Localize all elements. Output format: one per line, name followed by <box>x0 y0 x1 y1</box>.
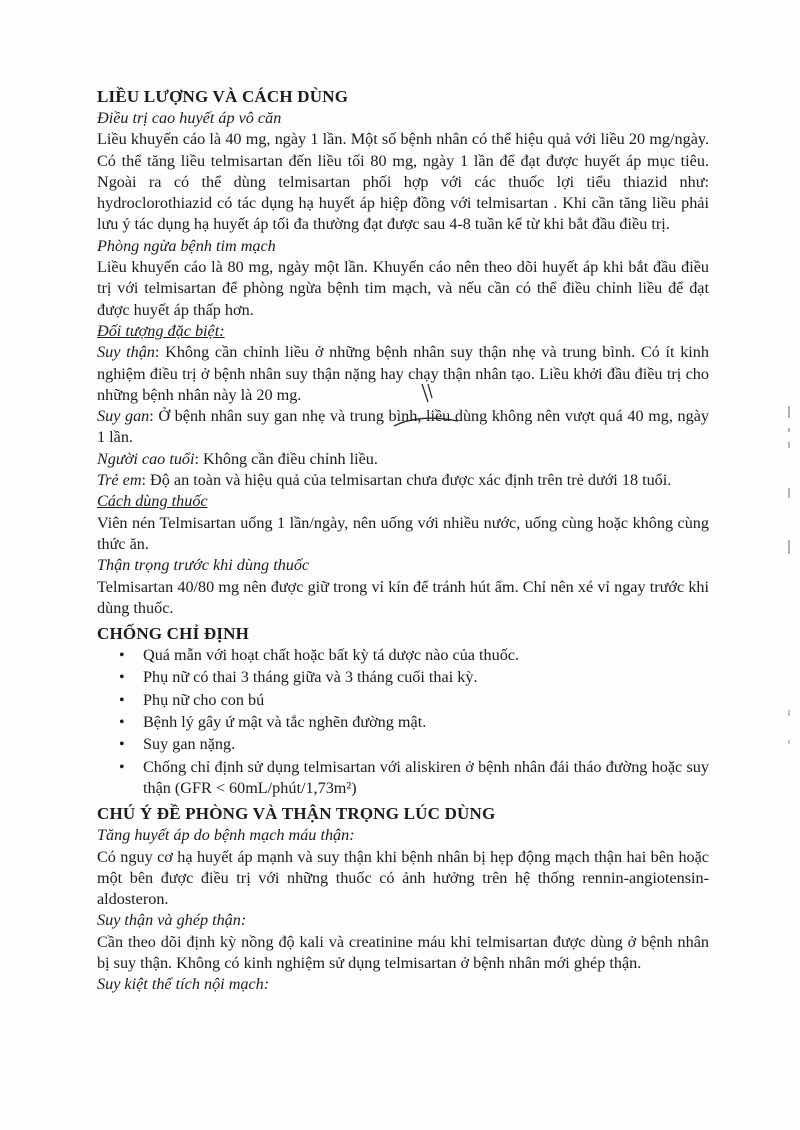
label-children: Trẻ em <box>97 471 142 490</box>
list-item: • Quá mẫn với hoạt chất hoặc bất kỳ tá dược nào của thuốc. <box>97 645 709 666</box>
subheading-cardiovascular-prevention: Phòng ngừa bệnh tim mạch <box>97 236 276 255</box>
subheading-special-populations: Đối tượng đặc biệt: <box>97 321 225 340</box>
handwritten-strikethrough <box>392 412 462 432</box>
paragraph-hypertension-dosage: Liều khuyến cáo là 40 mg, ngày 1 lần. Một số bệnh nhân có thể hiệu quả với liều 20 mg/ngày. Có thể tăng liều telmisartan đến liều tối 80 mg, ngày 1 lần để đạt được huyết áp mục tiêu. Ngoài ra có thể dùng telmisartan phối hợp với các thuốc lợi tiểu thiazid như: hydroclorothiazid có tác dụng hạ huyết áp hiệp đồng với telmisartan . Khi cần tăng liều phải lưu ý tác dụng hạ huyết áp tối đa thường đạt được sau 4-8 tuần kể từ khi bắt đầu điều trị. <box>97 130 709 234</box>
text-renal: : Không cần chỉnh liều ở những bệnh nhân suy thận nhẹ và trung bình. Có ít kinh nghiệm điều trị ở bệnh nhân suy thận nặng hay chạy thận nhân tạo. Liều khởi đầu điều trị cho những bệnh nhân này là 20 mg. <box>97 343 709 404</box>
list-item: • Bệnh lý gây ứ mật và tắc nghẽn đường mật. <box>97 712 709 733</box>
scan-artifact <box>776 0 796 1125</box>
section-title-contraindications: CHỐNG CHỈ ĐỊNH <box>97 624 250 644</box>
label-hepatic: Suy gan <box>97 407 150 426</box>
list-item: • Suy gan nặng. <box>97 734 709 755</box>
text-hepatic: : Ở bệnh nhân suy gan nhẹ và trung bình, liều dùng không nên vượt quá 40 mg, ngày 1 lần. <box>97 407 710 447</box>
handwritten-correction-mark <box>418 380 438 406</box>
section-title-warnings: CHÚ Ý ĐỀ PHÒNG VÀ THẬN TRỌNG LÚC DÙNG <box>97 804 496 824</box>
label-elderly: Người cao tuổi <box>97 449 195 468</box>
contraindications-list <box>97 645 709 799</box>
list-item: • Chống chỉ định sử dụng telmisartan với aliskiren ở bệnh nhân đái tháo đường hoặc suy thận (GFR < 60mL/phút/1,73m²) <box>97 757 709 800</box>
paragraph-elderly <box>97 449 709 470</box>
paragraph-renovascular: Có nguy cơ hạ huyết áp mạnh và suy thận khi bệnh nhân bị hẹp động mạch thận hai bên hoặc một bên được điều trị với những thuốc có ảnh hưởng trên hệ thống rennin-angiotensin- aldosteron. <box>97 847 709 909</box>
subheading-renovascular-hypertension: Tăng huyết áp do bệnh mạch máu thận: <box>97 826 355 845</box>
text-elderly: : Không cần điều chỉnh liều. <box>194 449 378 468</box>
paragraph-children <box>97 470 709 491</box>
list-item: • Phụ nữ cho con bú <box>97 690 709 711</box>
page-edge-scan-marks <box>776 0 796 1125</box>
subheading-volume-depletion: Suy kiệt thể tích nội mạch: <box>97 975 270 994</box>
label-renal: Suy thận <box>97 343 155 362</box>
paragraph-renal-transplant: Cần theo dõi định kỳ nồng độ kali và creatinine máu khi telmisartan được dùng ở bệnh nhân bị suy thận. Không có kinh nghiệm sử dụng telmisartan ở bệnh nhân mới ghép thận. <box>97 932 709 972</box>
section-title-dosage: LIỀU LƯỢNG VÀ CÁCH DÙNG <box>97 87 349 106</box>
text-children: : Độ an toàn và hiệu quả của telmisartan chưa được xác định trên trẻ dưới 18 tuổi. <box>141 471 672 490</box>
paragraph-storage: Telmisartan 40/80 mg nên được giữ trong vỉ kín để tránh hút ẩm. Chỉ nên xé vỉ ngay trước khi dùng thuốc. <box>97 577 709 617</box>
document-page <box>97 86 709 996</box>
paragraph-renal-impairment <box>97 342 709 406</box>
subheading-hypertension: Điều trị cao huyết áp vô căn <box>97 109 282 127</box>
subheading-precautions-before-use: Thận trọng trước khi dùng thuốc <box>97 556 310 575</box>
paragraph-administration: Viên nén Telmisartan uống 1 lần/ngày, nên uống với nhiều nước, uống cùng hoặc không cùng thức ăn. <box>97 513 709 553</box>
list-item: • Phụ nữ có thai 3 tháng giữa và 3 tháng cuối thai kỳ. <box>97 667 709 688</box>
subheading-administration: Cách dùng thuốc <box>97 492 208 511</box>
subheading-renal-transplant: Suy thận và ghép thận: <box>97 911 247 930</box>
paragraph-cardiovascular-dosage: Liều khuyến cáo là 80 mg, ngày một lần. Khuyến cáo nên theo dõi huyết áp khi bắt đầu điều trị với telmisartan để phòng ngừa bệnh tim mạch, và nếu cần có thể điều chỉnh liều để đạt được huyết áp thấp hơn. <box>97 258 709 319</box>
